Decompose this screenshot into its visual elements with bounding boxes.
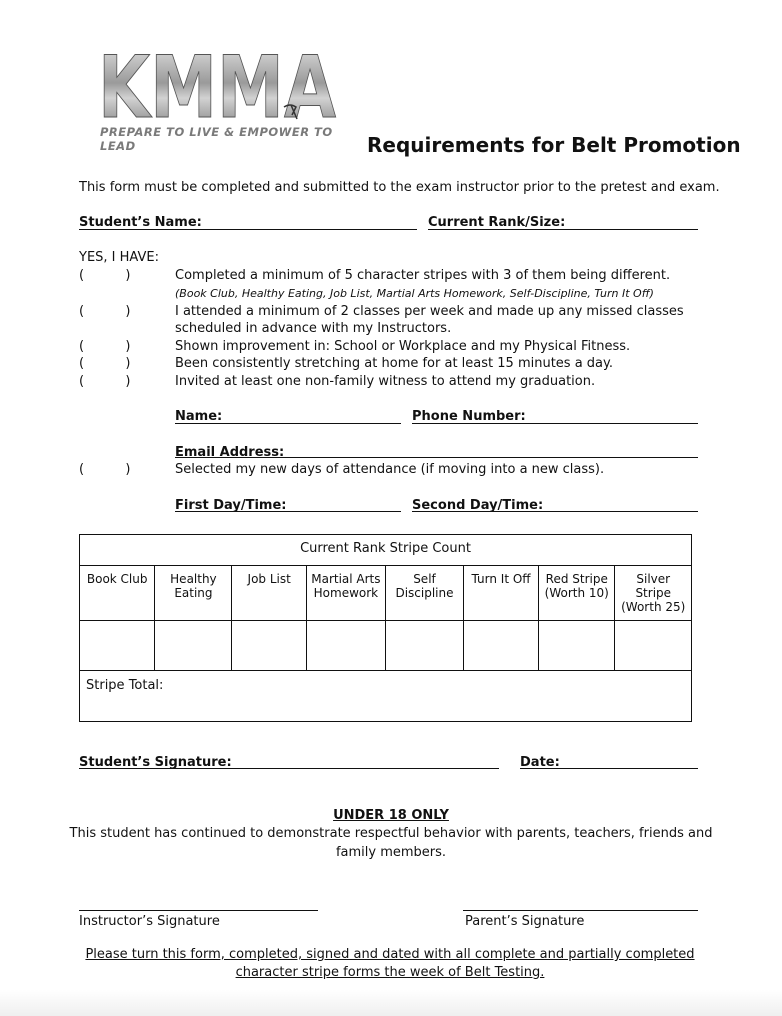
- instructor-signature-label: Instructor’s Signature: [79, 914, 220, 929]
- witness-email-field[interactable]: [175, 457, 698, 458]
- stripe-cell[interactable]: [80, 621, 155, 671]
- table-total-row: [80, 671, 692, 722]
- intro-text: This form must be completed and submitted to the exam instructor prior to the pretest and exam.: [79, 180, 720, 195]
- stripe-total-cell[interactable]: [80, 671, 692, 722]
- instructor-signature-field[interactable]: [79, 910, 318, 911]
- stripe-cell[interactable]: [539, 621, 615, 671]
- current-rank-field[interactable]: [428, 229, 698, 230]
- first-day-field[interactable]: [175, 511, 401, 512]
- page-bottom-shadow: [0, 990, 782, 1016]
- stripe-cell[interactable]: [232, 621, 306, 671]
- column-header: Book Club: [80, 566, 155, 621]
- student-name-label: Student’s Name:: [79, 215, 202, 230]
- checkbox-2[interactable]: ( ): [79, 304, 131, 319]
- footer-line1: Please turn this form, completed, signed and dated with all complete and partially completed: [85, 947, 695, 962]
- kmma-logo-graphic: [96, 43, 342, 125]
- witness-phone-field[interactable]: [412, 423, 698, 424]
- under18-text-line2: family members.: [335, 845, 447, 860]
- yes-heading: YES, I HAVE:: [79, 250, 159, 265]
- stripe-cell[interactable]: [155, 621, 232, 671]
- page-title: Requirements for Belt Promotion: [367, 133, 741, 157]
- requirement-2-line1: I attended a minimum of 2 classes per week and made up any missed classes: [175, 304, 684, 319]
- column-header: Red Stripe (Worth 10): [539, 566, 615, 621]
- first-day-label: First Day/Time:: [175, 498, 287, 513]
- requirement-1: Completed a minimum of 5 character stripes with 3 of them being different.: [175, 268, 671, 283]
- student-name-field[interactable]: [79, 229, 417, 230]
- checkbox-3[interactable]: ( ): [79, 339, 131, 354]
- stripe-total-label: Stripe Total:: [86, 678, 164, 693]
- stripe-count-table: [79, 534, 692, 722]
- svg-text:KMMA: KMMA: [98, 43, 337, 125]
- student-signature-field[interactable]: [79, 768, 499, 769]
- requirement-6: Selected my new days of attendance (if moving into a new class).: [175, 462, 605, 477]
- table-title: Current Rank Stripe Count: [80, 535, 692, 566]
- column-header: Turn It Off: [464, 566, 539, 621]
- checkbox-1[interactable]: ( ): [79, 268, 131, 283]
- second-day-label: Second Day/Time:: [412, 498, 544, 513]
- requirement-4: Been consistently stretching at home for at least 15 minutes a day.: [175, 356, 613, 371]
- table-title-row: [80, 535, 692, 566]
- requirement-5: Invited at least one non-family witness to attend my graduation.: [175, 374, 596, 389]
- logo-tagline: PREPARE TO LIVE & EMPOWER TO LEAD: [100, 125, 333, 153]
- checkbox-5[interactable]: ( ): [79, 374, 131, 389]
- parent-signature-label: Parent’s Signature: [465, 914, 585, 929]
- column-header: Job List: [232, 566, 306, 621]
- requirement-2-line2: scheduled in advance with my Instructors.: [175, 321, 452, 336]
- column-header: Silver Stripe (Worth 25): [615, 566, 692, 621]
- requirement-3: Shown improvement in: School or Workplace and my Physical Fitness.: [175, 339, 631, 354]
- stripe-cell[interactable]: [464, 621, 539, 671]
- footer-line2: character stripe forms the week of Belt Testing.: [235, 965, 545, 980]
- table-entry-row: [80, 621, 692, 671]
- column-header: Healthy Eating: [155, 566, 232, 621]
- stripe-cell[interactable]: [615, 621, 692, 671]
- witness-name-field[interactable]: [175, 423, 401, 424]
- checkbox-6[interactable]: ( ): [79, 462, 131, 477]
- witness-email-label: Email Address:: [175, 445, 285, 460]
- column-header: Martial Arts Homework: [306, 566, 385, 621]
- parent-signature-field[interactable]: [463, 910, 698, 911]
- second-day-field[interactable]: [412, 511, 698, 512]
- witness-name-label: Name:: [175, 409, 223, 424]
- witness-phone-label: Phone Number:: [412, 409, 526, 424]
- checkbox-4[interactable]: ( ): [79, 356, 131, 371]
- under18-text-line1: This student has continued to demonstrate respectful behavior with parents, teachers, friends and: [69, 826, 713, 841]
- date-label: Date:: [520, 755, 560, 770]
- under18-heading: UNDER 18 ONLY: [333, 808, 449, 823]
- table-header-row: [80, 566, 692, 621]
- stripe-cell[interactable]: [306, 621, 385, 671]
- student-signature-label: Student’s Signature:: [79, 755, 232, 770]
- kmma-logo: [96, 43, 342, 153]
- date-field[interactable]: [520, 768, 698, 769]
- stripe-cell[interactable]: [385, 621, 463, 671]
- current-rank-label: Current Rank/Size:: [428, 215, 566, 230]
- column-header: Self Discipline: [385, 566, 463, 621]
- requirement-1-note: (Book Club, Healthy Eating, Job List, Martial Arts Homework, Self-Discipline, Turn It Off): [175, 287, 654, 300]
